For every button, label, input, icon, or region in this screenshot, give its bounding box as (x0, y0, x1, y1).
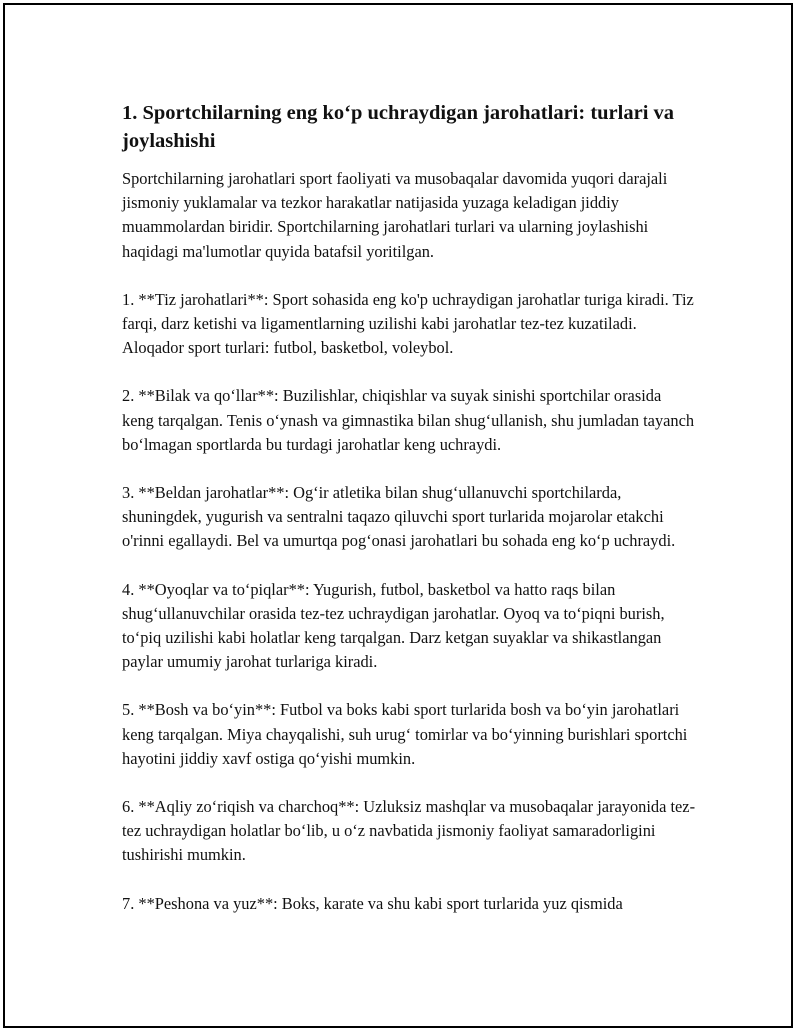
paragraph-back-injuries: 3. **Beldan jarohatlar**: Og‘ir atletika bilan shug‘ullanuvchi sportchilarda, shuningdek, yugurish va sentralni taqazo qiluvchi sport turlarida mojarolar etakchi o'rinni egallaydi. Bel va umurtqa pog‘onasi jarohatlari bu sohada eng ko‘p uchraydi. (122, 483, 676, 551)
paragraph-forehead-face: 7. **Peshona va yuz**: Boks, karate va shu kabi sport turlarida yuz qismida (122, 893, 623, 913)
paragraph-mental-fatigue: 6. **Aqliy zo‘riqish va charchoq**: Uzluksiz mashqlar va musobaqalar jarayonida tez-tez uchraydigan holatlar bo‘lib, u o‘z navbatida jismoniy faoliyat samaradorligini tushirishi mumkin. (122, 797, 696, 865)
document-title: 1. Sportchilarning eng ko‘p uchraydigan jarohatlari: turlari va joylashishi (122, 102, 675, 152)
paragraph-wrist-hands: 2. **Bilak va qo‘llar**: Buzilishlar, chiqishlar va suyak sinishi sportchilar orasida keng tarqalgan. Tenis o‘ynash va gimnastika bilan shug‘ullanish, shu jumladan tayanch bo‘lmagan sportlarda bu turdagi jarohatlar keng uchraydi. (122, 386, 695, 454)
paragraph-knee-injuries: 1. **Tiz jarohatlari**: Sport sohasida eng ko'p uchraydigan jarohatlar turiga kiradi. Tiz farqi, darz ketishi va ligamentlarning uzilishi kabi jarohatlar tez-tez kuzatiladi. Aloqador sport turlari: futbol, basketbol, voleybol. (122, 289, 694, 358)
document-page (3, 3, 793, 1028)
paragraph-head-neck: 5. **Bosh va bo‘yin**: Futbol va boks kabi sport turlarida bosh va bo‘yin jarohatlari keng tarqalgan. Miya chayqalishi, suh urug‘ tomirlar va bo‘yinning burishlari sportchi hayotini jiddiy xavf ostiga qo‘yishi mumkin. (122, 700, 688, 768)
intro-paragraph: Sportchilarning jarohatlari sport faoliyati va musobaqalar davomida yuqori darajali jismoniy yuklamalar va tezkor harakatlar natijasida yuzaga keladigan jiddiy muammolardan biridir. Sportchilarning jarohatlari turlari va ularning joylashishi haqidagi ma'lumotlar quyida batafsil yoritilgan. (122, 169, 668, 261)
document-body (122, 99, 696, 940)
paragraph-feet-ankles: 4. **Oyoqlar va to‘piqlar**: Yugurish, futbol, basketbol va hatto raqs bilan shug‘ullanuvchilar orasida tez-tez uchraydigan jarohatlar. Oyoq va to‘piqni burish, to‘piq uzilishi kabi holatlar keng tarqalgan. Darz ketgan suyaklar va shikastlangan paylar umumiy jarohat turlariga kiradi. (122, 579, 665, 672)
